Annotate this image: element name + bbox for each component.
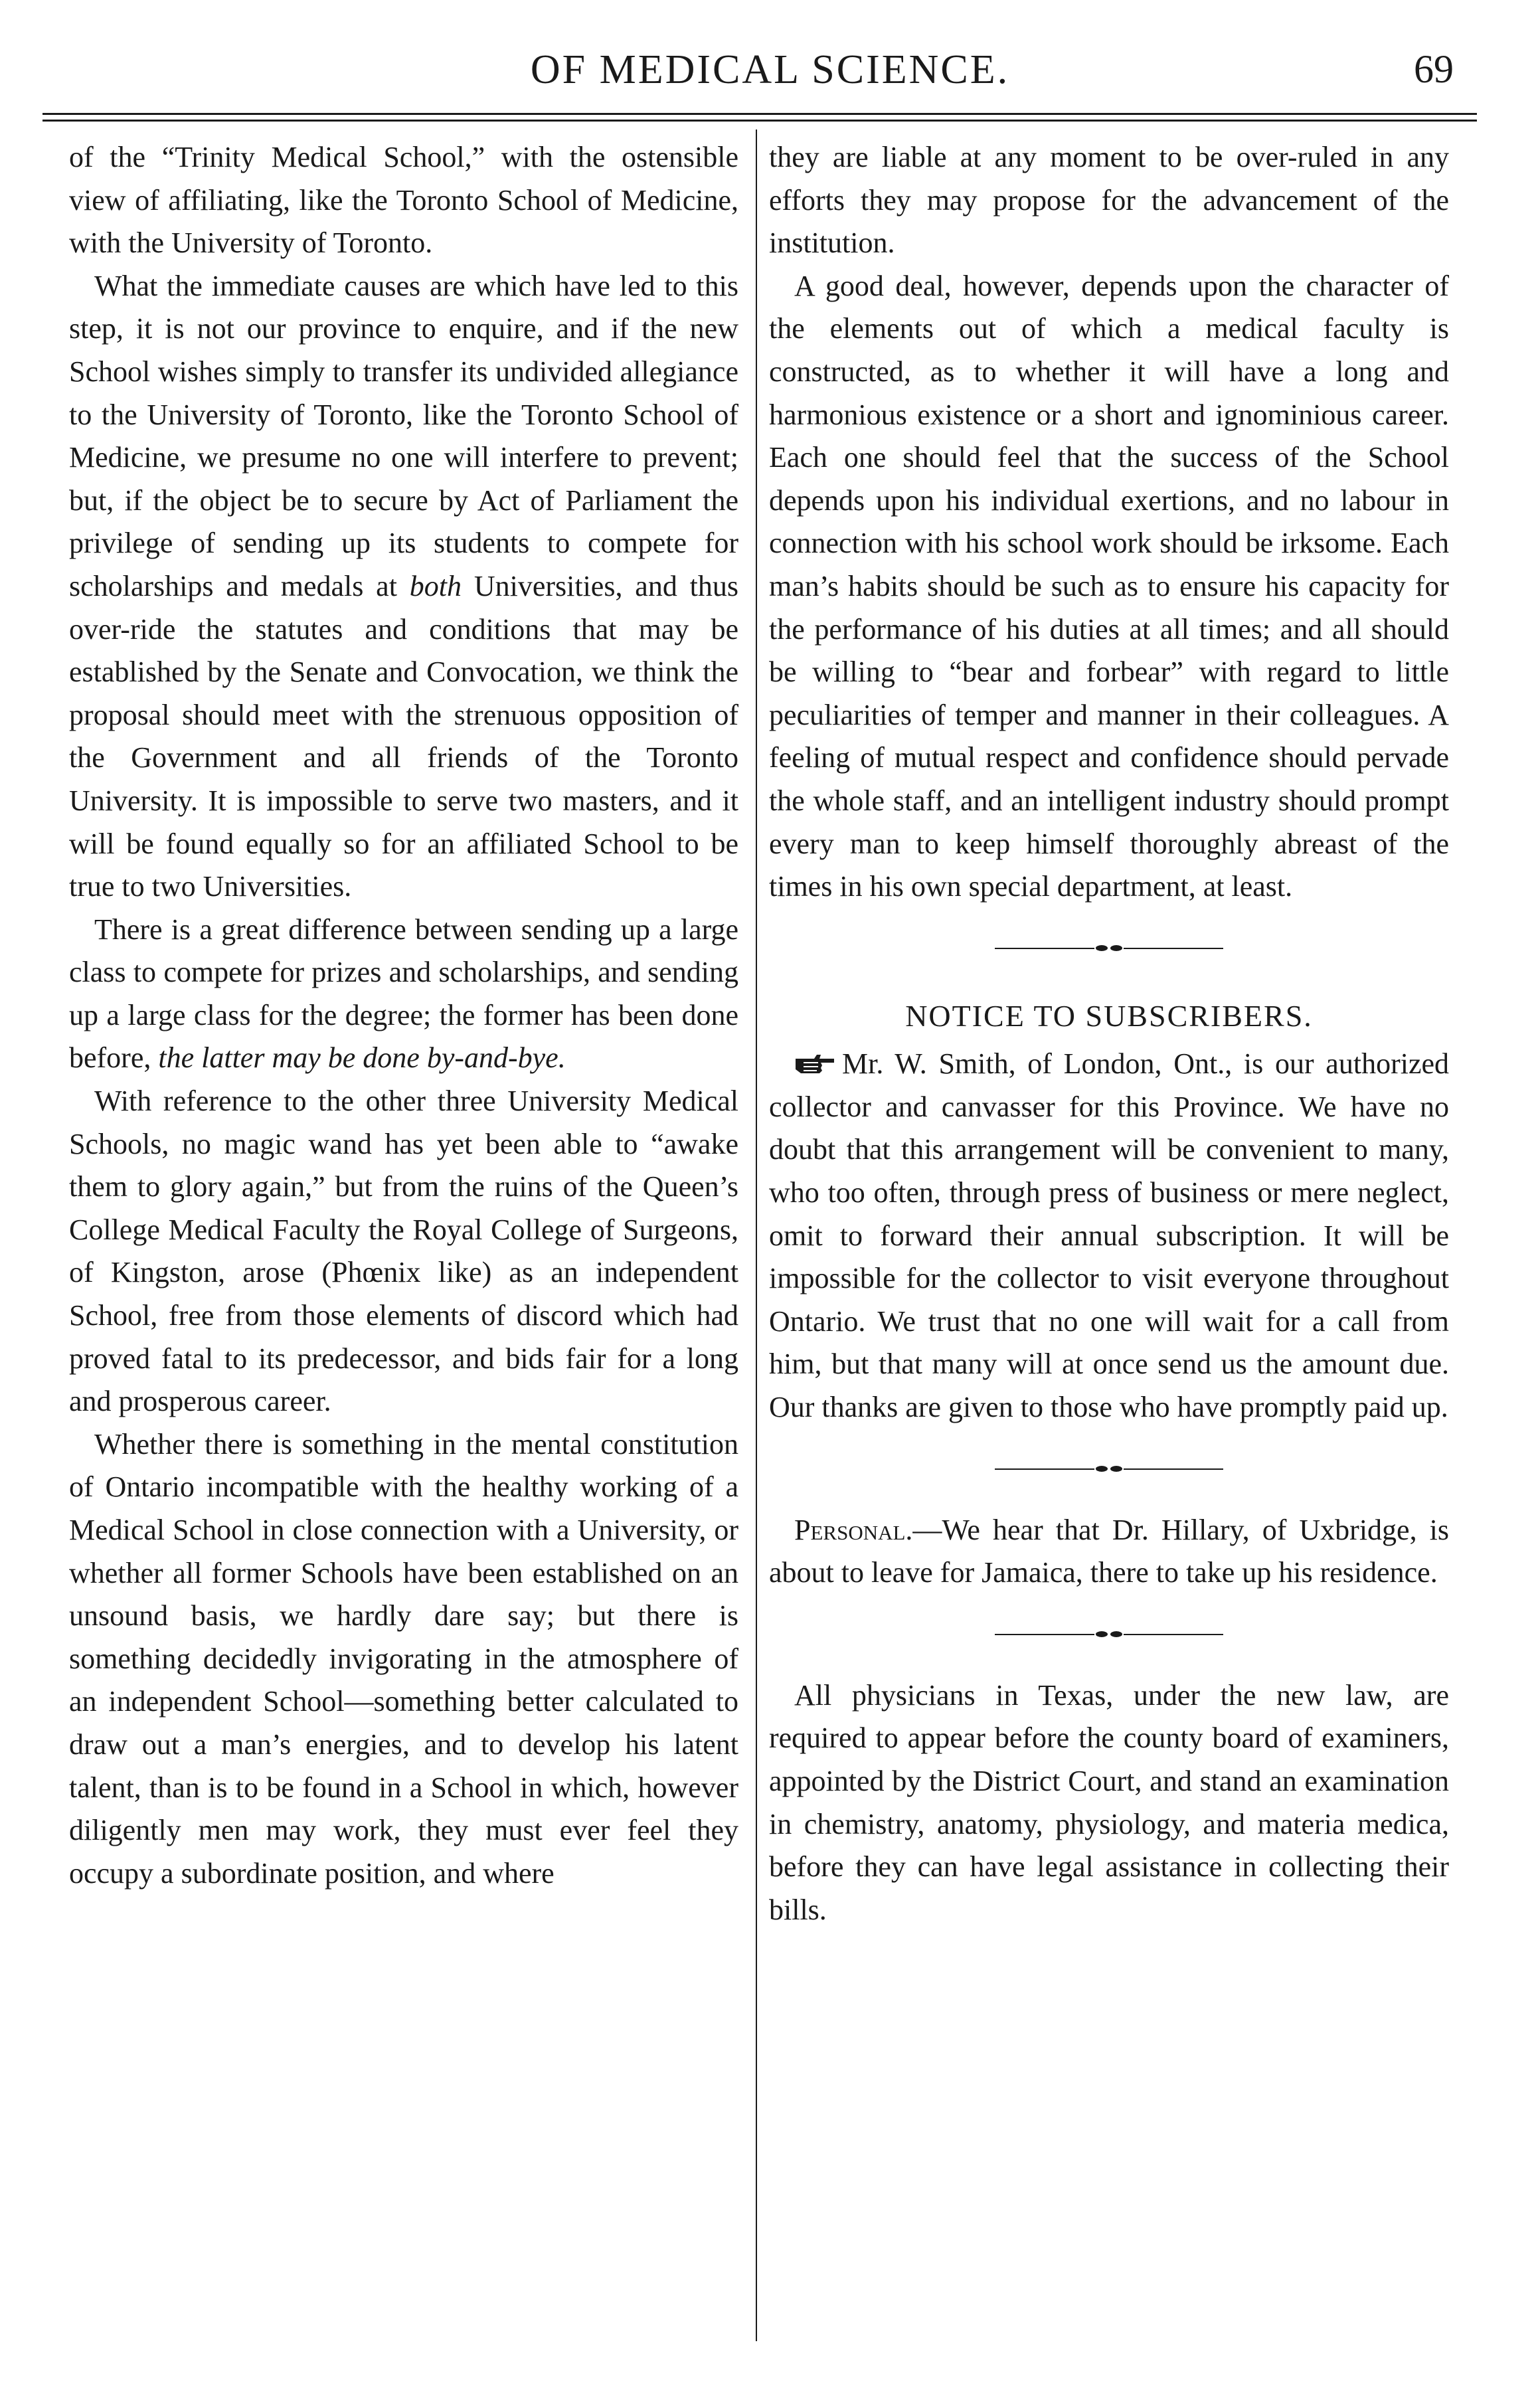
italic-both: both: [409, 569, 462, 602]
notice-heading: NOTICE TO SUBSCRIBERS.: [905, 998, 1313, 1033]
ornament-divider-1: [769, 909, 1449, 988]
column-divider: [756, 130, 757, 2341]
header-rule-top: [43, 113, 1477, 115]
running-head: [0, 27, 1540, 93]
right-column: [769, 136, 1449, 2348]
left-paragraph-3: There is a great difference between sending up a large class to compete for prizes and scholarships, and sending up a large class for the degree; the former has been done before, the latter may be done by-and-bye.: [69, 913, 738, 1075]
left-paragraph-4: With reference to the other three University Medical Schools, no magic wand has yet been able to “awake them to glory again,” but from the ruins of the Queen’s College Medical Faculty the Royal College of Surgeons, of Kingston, arose (Phœnix like) as an independent School, free from those elements of discord which had proved fatal to its predecessor, and bids fair for a long and prosperous career.: [69, 1085, 738, 1418]
ornament-divider-3: [769, 1595, 1449, 1674]
left-paragraph-1: of the “Trinity Medical School,” with the ostensible view of affiliating, like the Toronto School of Medicine, with the University of Toronto.: [69, 141, 738, 260]
notice-paragraph: Mr. W. Smith, of London, Ont., is our authorized collector and canvasser for this Province. We have no doubt that this arrangement will be convenient to many, who too often, through press of business or mere neglect, omit to forward their annual subscription. It will be impossible for the collector to visit everyone throughout Ontario. We trust that no one will wait for a call from him, but that many will at once send us the amount due. Our thanks are given to those who have promptly paid up.: [769, 1047, 1449, 1424]
left-paragraph-5: Whether there is something in the mental constitution of Ontario incompatible with the healthy working of a Medical School in close connection with a University, or whether all former Schools have been established on an unsound basis, we hardly dare say; but there is something decidedly invigorating in the atmosphere of an independent School—something better calculated to draw out a man’s energies, and to develop his latent talent, than is to be found in a School in which, however diligently men may work, they must ever feel they occupy a subordinate position, and where: [69, 1427, 738, 1890]
running-title: OF MEDICAL SCIENCE.: [530, 47, 1010, 92]
personal-label: Personal.: [794, 1513, 913, 1546]
left-column: [69, 136, 738, 2348]
ornament-divider-2: [769, 1429, 1449, 1509]
page-number: 69: [1414, 47, 1454, 91]
texas-paragraph: All physicians in Texas, under the new law, are required to appear before the county board of examiners, appointed by the District Court, and stand an examination in chemistry, anatomy, physiology, and materia medica, before they can have legal assistance in collecting their bills.: [769, 1678, 1449, 1926]
right-paragraph-1: they are liable at any moment to be over-ruled in any efforts they may propose for the advancement of the institution.: [769, 141, 1449, 260]
italic-latter: the latter may be done by-and-bye.: [158, 1041, 566, 1075]
header-rule-bottom: [43, 120, 1477, 122]
right-paragraph-2: A good deal, however, depends upon the character of the elements out of which a medical faculty is constructed, as to whether it will have a long and harmonious existence or a short and ignominious career. Each one should feel that the success of the School depends upon his individual exertions, and no labour in connection with his school work should be irksome. Each man’s habits should be such as to ensure his capacity for the performance of his duties at all times; and all should be willing to “bear and forbear” with regard to little peculiarities of temper and manner in their colleagues. A feeling of mutual respect and confidence should pervade the whole staff, and an intelligent industry should prompt every man to keep himself thoroughly abreast of the times in his own special department, at least.: [769, 269, 1449, 903]
personal-paragraph: Personal.—We hear that Dr. Hillary, of Uxbridge, is about to leave for Jamaica, there to take up his residence.: [769, 1513, 1449, 1589]
left-paragraph-2: What the immediate causes are which have led to this step, it is not our province to enquire, and if the new School wishes simply to transfer its undivided allegiance to the University of Toronto, like the Toronto School of Medicine, we presume no one will interfere to prevent; but, if the object be to secure by Act of Parliament the privilege of sending up its students to compete for scholarships and medals at both Universities, and thus over-ride the statutes and conditions that may be established by the Senate and Convocation, we think the proposal should meet with the strenuous opposition of the Government and all friends of the Toronto University. It is impossible to serve two masters, and it will be found equally so for an affiliated School to be true to two Universities.: [69, 269, 738, 903]
pointing-hand-icon: [794, 1051, 835, 1076]
